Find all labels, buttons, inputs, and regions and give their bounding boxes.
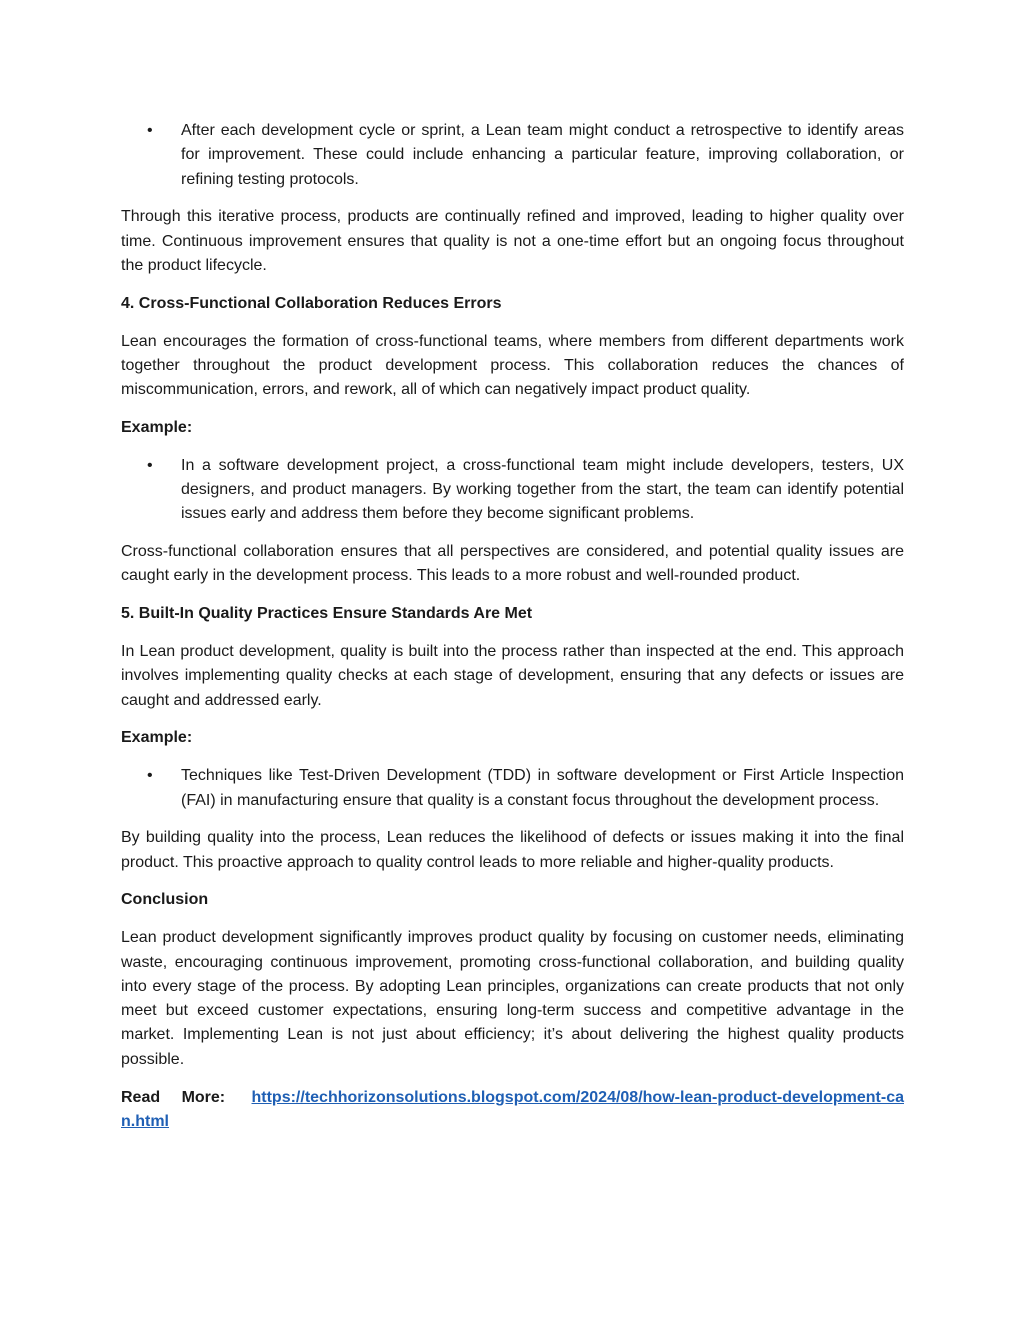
- bullet-list-retrospective: [121, 119, 904, 192]
- list-item: [121, 119, 904, 192]
- conclusion-heading: Conclusion: [121, 891, 209, 909]
- paragraph-cross-functional: Lean encourages the formation of cross-functional teams, where members from different departments work together throughout the product development process. This collaboration reduces the chances of miscommunication, errors, and rework, all of which can negatively impact product quality.: [121, 332, 904, 399]
- paragraph-building-quality: By building quality into the process, Lean reduces the likelihood of defects or issues making it into the final product. This proactive approach to quality control leads to more reliable and higher-quality products.: [121, 829, 904, 871]
- list-item: [121, 454, 904, 527]
- paragraph-conclusion: Lean product development significantly improves product quality by focusing on customer needs, eliminating waste, encouraging continuous improvement, promoting cross-functional collaboration, and building quality into every stage of the process. By adopting Lean principles, organizations can create products that not only meet but exceed customer expectations, ensuring long-term success and competitive advantage in the market. Implementing Lean is not just about efficiency; it’s about delivering the highest quality products possible.: [121, 929, 904, 1068]
- bullet-list-tdd: [121, 764, 904, 813]
- paragraph-iterative: Through this iterative process, products are continually refined and improved, leading to higher quality over time. Continuous improvement ensures that quality is not a one-time effort but an ongoing focus throughout the product lifecycle.: [121, 208, 904, 274]
- bullet-text: In a software development project, a cross-functional team might include developers, testers, UX designers, and product managers. By working together from the start, the team can identify potential issues early and address them before they become significant problems.: [181, 456, 904, 523]
- read-more-label: Read More:: [121, 1088, 226, 1106]
- read-more: [121, 1086, 904, 1135]
- bullet-icon: •: [147, 767, 153, 785]
- section-heading-4: 4. Cross-Functional Collaboration Reduces Errors: [121, 294, 502, 312]
- document-page: [121, 119, 904, 1148]
- paragraph-perspectives: Cross-functional collaboration ensures that all perspectives are considered, and potential quality issues are caught early in the development process. This leads to a more robust and well-rounded product.: [121, 543, 904, 585]
- example-label: Example:: [121, 418, 193, 436]
- bullet-text: Techniques like Test-Driven Development (TDD) in software development or First Article Inspection (FAI) in manufacturing ensure that quality is a constant focus throughout the development process.: [181, 767, 904, 809]
- bullet-icon: •: [147, 456, 153, 474]
- example-label: Example:: [121, 729, 193, 747]
- bullet-list-software-team: [121, 454, 904, 527]
- bullet-icon: •: [147, 122, 153, 139]
- section-heading-5: 5. Built-In Quality Practices Ensure Standards Are Met: [121, 605, 533, 623]
- read-more-link[interactable]: https://techhorizonsolutions.blogspot.com/2024/08/how-lean-product-development-can.html: [121, 1088, 904, 1130]
- list-item: [121, 764, 904, 813]
- bullet-text: After each development cycle or sprint, a Lean team might conduct a retrospective to identify areas for improvement. These could include enhancing a particular feature, improving collaboration, or refining testing protocols.: [181, 122, 904, 188]
- paragraph-built-in: In Lean product development, quality is built into the process rather than inspected at the end. This approach involves implementing quality checks at each stage of development, ensuring that any defects or issues are caught and addressed early.: [121, 643, 904, 709]
